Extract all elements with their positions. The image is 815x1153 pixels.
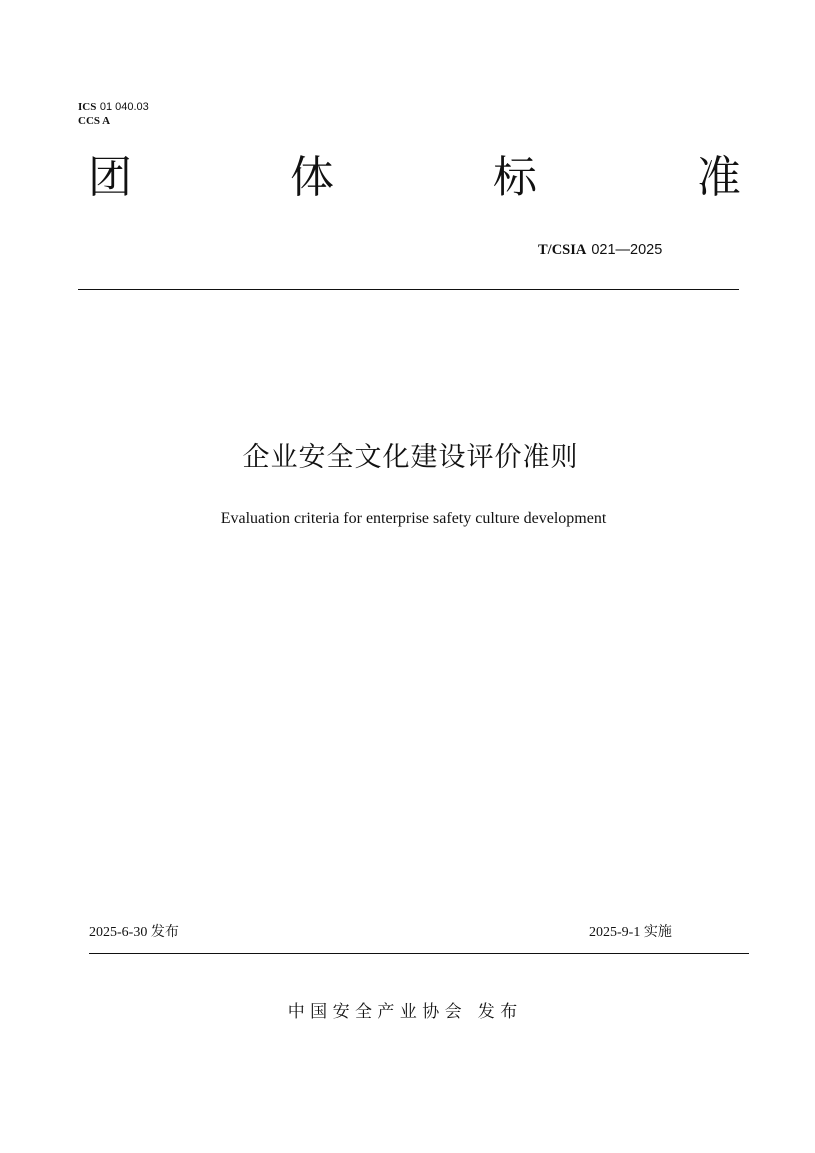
ccs-line: CCS A — [78, 115, 111, 127]
implementation-date: 2025-9-1 实施 — [589, 925, 672, 940]
standard-number — [538, 240, 662, 260]
standard-type-char-3: 标 — [493, 152, 537, 203]
document-title-chinese: 企业安全文化建设评价准则 — [242, 442, 579, 473]
top-divider — [78, 289, 739, 290]
bottom-divider — [89, 953, 749, 954]
standard-number-prefix: T/CSIA — [538, 242, 587, 258]
ics-label: ICS — [78, 101, 97, 113]
standard-type-char-2: 体 — [290, 152, 334, 203]
document-title-english: Evaluation criteria for enterprise safety culture development — [220, 510, 607, 527]
ics-code: 01 040.03 — [99, 101, 149, 113]
classification-codes — [78, 100, 149, 128]
standard-type-char-4: 准 — [697, 152, 741, 203]
ics-line — [78, 100, 149, 114]
standard-number-code: 021—2025 — [591, 242, 663, 258]
standard-type-char-1: 团 — [88, 152, 132, 203]
publisher-line: 中 国 安 全 产 业 协 会 发 布 — [287, 1002, 518, 1022]
issue-date: 2025-6-30 发布 — [89, 925, 179, 940]
